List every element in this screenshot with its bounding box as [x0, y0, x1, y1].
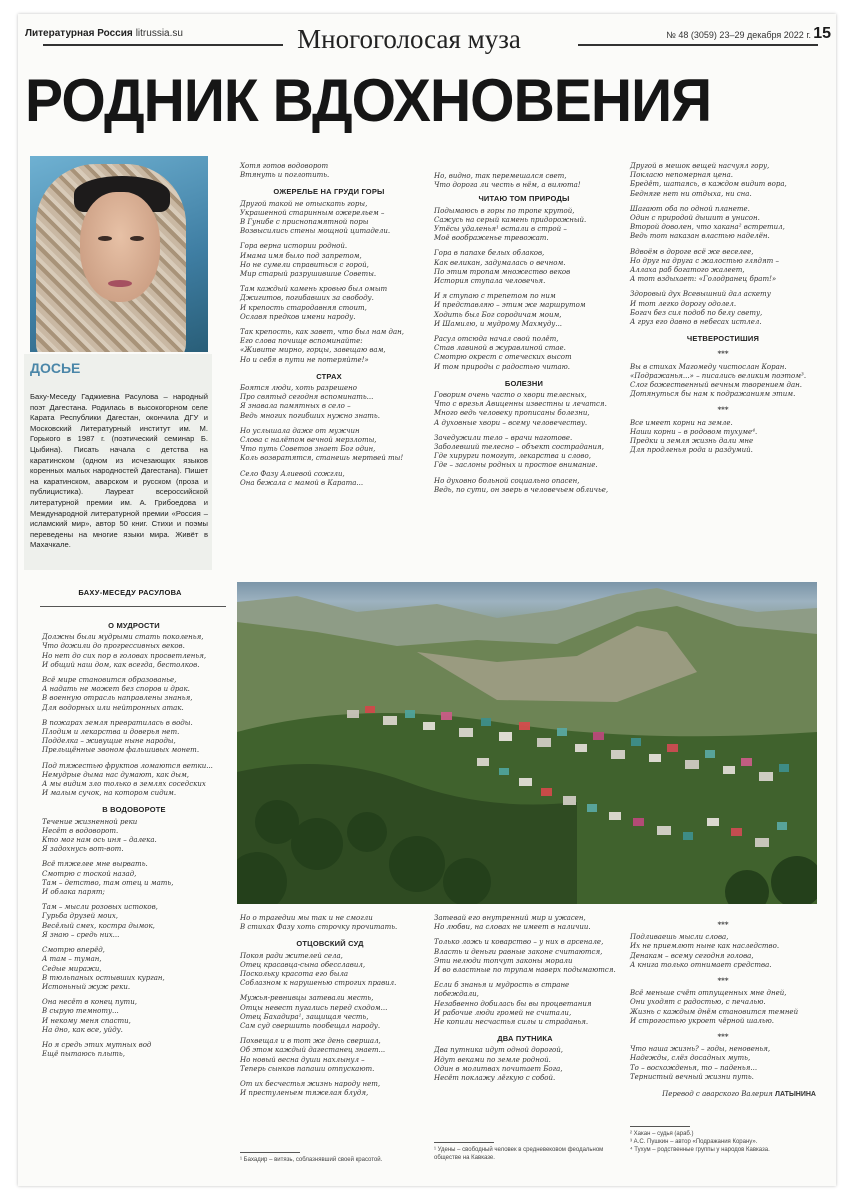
- issue-info: № 48 (3059) 23–29 декабря 2022 г.: [666, 30, 811, 40]
- stanza: Гора в папахе белых облаков, Как великан, задумалась о вечном. По этим тропам множество веков История ступала человечья.: [434, 249, 571, 286]
- stanza: И я ступаю с трепетом по ним И представляю – этим же маршрутом Ходить был Бог сородичам моим, И Шамилю, и мудрому Махмуду...: [434, 292, 586, 328]
- dossier-heading: ДОСЬЕ: [30, 360, 81, 376]
- page-number: 15: [813, 25, 831, 42]
- stanza: Подливаешь мысли слова, Их не приемлют ныне как наследство. Денакам – всему сегодня голова, А книга только отнимает средства.: [630, 933, 780, 969]
- credit-text: Перевод с аварского Валерия: [662, 1090, 773, 1099]
- footnote: ⁴ Тухум – родственные группы у народов Кавказа.: [630, 1147, 770, 1153]
- stanza: Другой в мешок вещей насчуял гору, Покласю непомерная цена. Бредёт, шатаясь, в каждом видит вора, Бедняге нет ни отдыха, ни сна.: [630, 162, 787, 198]
- footnote: ¹ Удены – свободный человек в средневековом феодальном обществе на Кавказе.: [434, 1147, 604, 1161]
- stanza: Подымаюсь в горы по тропе крутой, Сажусь на серый камень придорожный. Утёсы удаленья¹ встали в строй – Моё воображенье тревожат.: [434, 206, 587, 243]
- stanza: Но о трагедии мы так и не смогли В стихах Фазу хоть строчку прочитать.: [240, 914, 398, 932]
- poem-column-c-bottom: [630, 914, 816, 1099]
- stanza: Вы в стихах Магомеду чистослан Коран. «Подражанья...» – писались великим поэтом³. Слог божественный вечным творением дан. Дотянуться бы нам к подражаниям этим.: [630, 362, 807, 399]
- poem-column-b-bottom: [434, 914, 616, 1089]
- stanza: Покоя ради жителей села, Отец красавца-сына обесславил, Поскольку красота его была Соблазном к нарушенью строгих правил.: [240, 951, 397, 988]
- stars-divider: ***: [717, 405, 729, 415]
- stanza: Шагают оба по одной планете. Один с природой дышит в унисон. Второй доволен, что хакана² встретил, Ведь тот наказан властью наделён.: [630, 204, 785, 241]
- stanza: Смотрю вперёд, А там – туман, Седые миражи, В тюльпаных остывших курган, Истоньный жуж реки.: [42, 946, 165, 991]
- stanza: Но я средь этих мутных вод Ещё пытаюсь плыть,: [42, 1040, 152, 1059]
- footnote-rule: [434, 1142, 494, 1143]
- footnote: ³ А.С. Пушкин – автор «Подражания Корану».: [630, 1139, 758, 1145]
- poem-author: БАХУ-МЕСЕДУ РАСУЛОВА: [78, 588, 182, 597]
- stanza: Говорим очень часто о хвори телесных, Что с врезья Авиценны известны и лечатся. Много ведь человеку прописаны болезни, А духовные хвори – всему человечеству.: [434, 391, 607, 427]
- header-rule-right: [578, 44, 818, 46]
- stars-divider: ***: [717, 1032, 729, 1042]
- stanza: Там каждый камень кровью был омыт Джигитов, погибавших за свободу. И крепость стародавняя стоит, Ославя предков имени народу.: [240, 285, 388, 321]
- stanza: Что наша жизнь? – годы, неновенья, Надежды, слёз досадных муть, То – восхожденья, то – паденья... Тернистый вечный жизни путь.: [630, 1045, 771, 1081]
- stanza: Другой такой не отыскать горы, Украшенной старинным ожерельем – В Гунибе с приснопамятной поры Возвысились стены мощной цитадели.: [240, 199, 391, 236]
- poem-title: ЧИТАЮ ТОМ ПРИРОДЫ: [478, 194, 570, 204]
- portrait-lips: [108, 280, 132, 287]
- author-portrait: [30, 156, 208, 352]
- footnote: ² Хакан – судья (араб.): [630, 1131, 694, 1137]
- stanza: Зачедужили тело – врачи наготове. Заболевший телесно – объект сострадания, Где хирурги помогут, лекарства и слово, Где – заслоны родных и простое внимание.: [434, 433, 604, 470]
- poem-title: СТРАХ: [316, 371, 342, 381]
- landscape-illustration: [237, 582, 817, 904]
- stanza: Она несёт в конец пути, В сырую темноту... И некому меня спасти, На дно, как все, уйду.: [42, 998, 137, 1034]
- poem-column-a-top: [240, 162, 418, 494]
- poem-title: ОТЦОВСКИЙ СУД: [296, 939, 364, 949]
- poem-column-a-bottom: [240, 914, 420, 1104]
- stars-divider: ***: [717, 976, 729, 986]
- stanza: Течение жизненной реки Несёт в водоворот. Кто мог нам ось иня – далека. Я задохнусь вот-вот.: [42, 817, 157, 854]
- stanza: Село Фазу Алиевой сожгли, Она бежала с мамой в Карата...: [240, 469, 364, 487]
- poem-title: ДВА ПУТНИКА: [497, 1034, 553, 1044]
- stanza: Похвещал и в тот же день свершал, Об этом каждый дагестанец знает... Но новый весна души нахлынул – Теперь сынков папаши отпускают.: [240, 1037, 386, 1073]
- stanza: Боятся люди, хоть разрешено Про святыд сегодня вспоминать... Я знавала памятных в село – Ведь многих погибших нужно знать.: [240, 384, 380, 420]
- poem-title: ОЖЕРЕЛЬЕ НА ГРУДИ ГОРЫ: [273, 187, 385, 197]
- section-rubric: Многоголосая муза: [297, 24, 521, 54]
- poem-title: В ВОДОВОРОТЕ: [102, 805, 166, 815]
- site-url[interactable]: litrussia.su: [135, 28, 183, 39]
- stanza: Там – мысли розовых истоков, Гурьба друзей моих, Весёлый смех, костра дымок, Я знаю – средь них...: [42, 903, 158, 939]
- stanza: Но услышала даже от мужчин Слова с налётом вечной мерзлоты, Что путь Советов знает Бог один, Коль возвратятся, станешь мертвей ты!: [240, 426, 404, 463]
- stanza: Но, видно, так перемешался свет, Что дорога ли честь в нём, а вилюта!: [434, 172, 581, 190]
- footnote-rule: [630, 1126, 690, 1127]
- stanza: Если б знанья и мудрость в стране побеждали, Незабвенно добилась бы вы процветания И рабочие люди громей не считали, Не копили несчастья силы и страданья.: [434, 981, 592, 1027]
- stanza: Но духовно больной социально опасен, Ведь, по сути, он зверь в человечьем обличье,: [434, 476, 609, 494]
- poem-column-left: [42, 614, 226, 1065]
- stanza: Все имеет корни на земле. Наши корни – в родовом тухуме⁴. Предки и земля жизнь дали мне Для продленья рода и раздумий.: [630, 418, 758, 455]
- stanza: От их бесчестья жизнь народу нет, И престуленьем тяжелая блудя,: [240, 1080, 381, 1098]
- portrait-eye-right: [130, 236, 144, 241]
- stars-divider: ***: [717, 920, 729, 929]
- author-rule: [40, 606, 226, 607]
- stanza: Всё мире становится образованье, А надать не может без споров и драк. В военную отрасль направлены знанья, Для водорных или нейтронных атак.: [42, 676, 193, 712]
- stanza: Гора верна истории родной. Имама имя было под запретом, Но не сумели справиться с горой, Мир старый разрушившие Советы.: [240, 242, 377, 279]
- dossier-text: Баху-Меседу Гаджиевна Расулова – народный поэт Дагестана. Родилась в высокогорном селе Карата Республики Дагестан, окончила ДГУ и Московский Литературный институт им. М. Горького в 1987 г. (поэтический семинар Б. Цыбина). Писать начала с детства на каратинском (одном из исчезающих языков коренных малых народностей Дагестана). Пишет на каратинском, аварском и русском (проза и публицистика). Лауреат всероссийской литературной премии им. А. Грибоедова и Международной литературной премии «Россия – исламский мир», автор 50 книг. Стихи и поэмы переведены на многие языки мира. Живёт в Махачкале.: [30, 392, 208, 550]
- poem-title: О МУДРОСТИ: [108, 621, 160, 630]
- paper-name: Литературная Россия: [25, 28, 133, 39]
- poem-title: БОЛЕЗНИ: [504, 378, 544, 388]
- stanza: Вдвоём в дороге всё же веселее, Но друг на друга с жалостью глядят – Аллаха раб богатого жалеет, А тот вздыхает: «Голодранец брат!»: [630, 247, 779, 284]
- poem-column-b-top: [434, 172, 614, 501]
- stanza: Затевай его внутренний мир и ужасен, Но любви, на словах не имеет в наличии.: [434, 914, 591, 932]
- stars-divider: ***: [717, 349, 729, 359]
- footnote: ¹ Бахадир – витязь, соблазнявший своей красотой.: [240, 1157, 383, 1163]
- footnote-rule: [240, 1152, 300, 1153]
- main-title: РОДНИК ВДОХНОВЕНИЯ: [25, 67, 712, 134]
- stanza: Мужья-ревнивцы затевали месть, Отцы невест пугались перед сходом... Отец Бахадира¹, защищая честь, Сам суд свершить пообещал народу.: [240, 994, 388, 1031]
- stanza: Здоровый дух Всевышний дал аскету И тот легко дорогу одолел. Богач без сил подоб по белу свету, А груз его давно в небесах истлел.: [630, 290, 771, 327]
- stanza: Всё меньше счёт отпущенных мне дней, Они уходят с радостью, с печалью. Жизнь с каждым днём становится темней И строгостью укроет чёрной шалью.: [630, 989, 799, 1025]
- portrait-eye-left: [98, 236, 112, 241]
- translation-credit: [630, 1090, 816, 1099]
- footnotes: [630, 1130, 816, 1154]
- stanza: Два путника идут одной дорогой, Идут веками по земле родной. Один в молитвах почитает Бога, Несёт поклажу лёгкую с собой.: [434, 1046, 563, 1083]
- stanza: Только ложь и коварство – у них в арсенале, Власть и деньги равные законе считаются, Эти нелюди топчут законы морали И во властные по трупам наверх подымаются.: [434, 938, 616, 975]
- poem-column-c-top: [630, 162, 816, 461]
- stanza: Всё тяжелее мне вырвать. Смотрю с тоской назад, Там – детство, там отец и мать, И облака парят;: [42, 860, 174, 897]
- mountain-village-photo: [237, 582, 817, 904]
- stanza: Так крепость, как завет, что был нам дан, Его слова почище вспоминайте: «Живите мирно, горцы, завещаю вам, Но и себя в пути не потеряйте!»: [240, 328, 404, 364]
- stanza: Должны были мудрыми стать поколенья, Что дожили до прогрессивных веков. Но нет до сих пор в головах просветленья, И общий наш дом, как всегда, бестолков.: [42, 633, 207, 669]
- stanza: Хотя готов водоворот Втянуть и поглотить.: [240, 162, 330, 180]
- stanza: Расул отсюда начал свой полёт, Став лавиной в журавлиной стае. Смотрю окрест с отеческих высот И том природы с радостью читаю.: [434, 335, 572, 371]
- credit-translator: ЛАТЫНИНА: [775, 1091, 816, 1099]
- stanza: Под тяжестью фруктов ломаются ветки... Немудрые дыма нас думают, как дым, А мы видим зло только в землях соседских И малым сучок, на котором сидим.: [42, 761, 213, 798]
- poem-title: ЧЕТВЕРОСТИШИЯ: [686, 334, 760, 344]
- stanza: В пожарах земля превратилась в воды. Плодим и лекарства и доверья нет. Подделка – живущие ныне народы, Прельщённые звоном фальшивых монет.: [42, 718, 200, 755]
